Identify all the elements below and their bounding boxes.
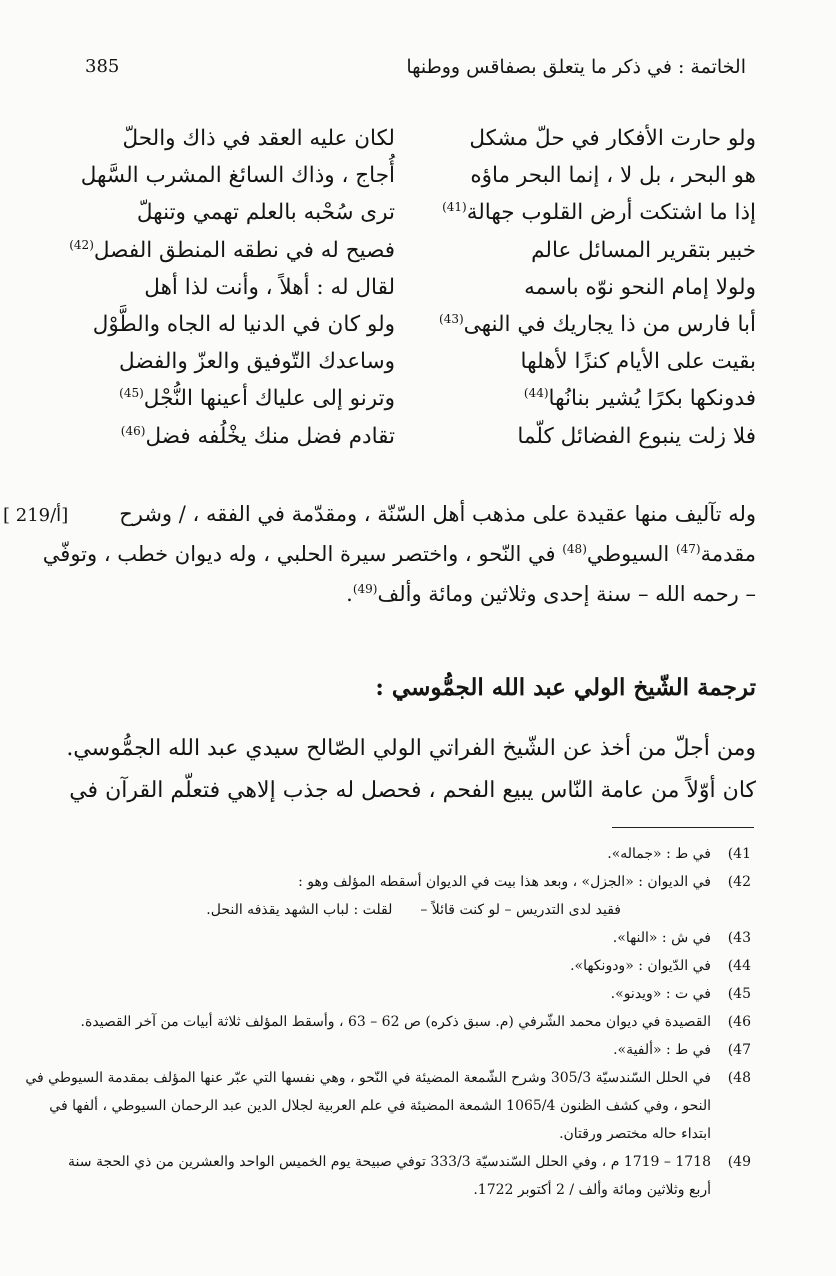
poem-verse xyxy=(85,343,395,380)
poem-left-column xyxy=(69,120,395,455)
poem-right-column xyxy=(439,120,756,455)
footnote xyxy=(91,868,751,924)
footnote xyxy=(25,1064,751,1148)
poem-verse xyxy=(80,157,395,194)
paragraph-line: كان أوّلاً من عامة النّاس يبيع الفحم ، فحصل له جذب إلاهي فتعلّم القرآن في xyxy=(69,778,756,803)
footnote xyxy=(91,980,751,1008)
poem-verse xyxy=(85,306,395,343)
poem-verse xyxy=(85,269,395,306)
verse-text: فلا زلت ينبوع الفضائل كلّما xyxy=(517,423,756,449)
section-paragraph xyxy=(66,728,756,812)
footnote-number: 44) xyxy=(727,958,751,974)
footnote-number: 47) xyxy=(727,1042,751,1058)
poem-verse xyxy=(439,306,756,343)
footnote xyxy=(68,1148,751,1204)
poem-verse xyxy=(446,343,756,380)
verse-text: وترنو إلى علياك أعينها النُّجْل xyxy=(143,386,395,412)
line-text: وله تآليف منها عقيدة على مذهب أهل السّنّة ، ومقدّمة في الفقه ، / وشرح xyxy=(119,502,756,526)
footnotes xyxy=(25,840,751,1204)
footnote-number: 41) xyxy=(727,846,751,862)
verse-text: ولو حارت الأفكار في حلّ مشكل xyxy=(469,126,756,151)
footnote-line: في الديوان : «الجزل» ، وبعد هذا بيت في الديوان أسقطه المؤلف وهو : xyxy=(298,874,711,890)
line-text: . xyxy=(346,582,353,606)
footnote-number: 48) xyxy=(727,1070,751,1086)
verse-text: ولو كان في الدنيا له الجاه والطَّوْل xyxy=(92,311,395,337)
paragraph-line xyxy=(96,574,756,614)
verse-text: فدونكها بكرًا يُشير بنانُها xyxy=(548,386,756,412)
line-text: مقدمة xyxy=(700,542,756,566)
poem-verse xyxy=(446,269,756,306)
footnote xyxy=(80,1008,751,1036)
poem-verse xyxy=(85,380,395,417)
body-paragraph xyxy=(42,494,756,614)
footnote-number: 43) xyxy=(727,930,751,946)
footnote-separator xyxy=(612,827,754,828)
line-text: السيوطي xyxy=(586,542,676,566)
footnote-line: في الحلل السّندسيّة 305/3 وشرح الشّمعة المضيئة في النّحو ، وهي نفسها التي عبّر عنها المؤلف بمقدمة السيوطي في xyxy=(25,1070,711,1086)
footnote-body xyxy=(91,980,711,1008)
verse-text: ترى سُحْبه بالعلم تهمي وتنهلّ xyxy=(136,200,395,226)
verse-text: إذا ما اشتكت أرض القلوب جهالة xyxy=(466,200,756,226)
verse-text: لقال له : أهلاً ، وأنت لذا أهل xyxy=(144,274,395,300)
footnote-line: في ط : «ألفية». xyxy=(613,1042,711,1058)
footnote-line: في ش : «النها». xyxy=(612,930,711,946)
poem-verse xyxy=(69,232,395,269)
footnote-marker: (48) xyxy=(562,542,587,556)
footnote-number: 42) xyxy=(727,874,751,890)
poem-verse xyxy=(446,232,756,269)
poem-verse xyxy=(446,380,756,417)
footnote-number: 49) xyxy=(727,1154,751,1170)
footnote-marker: (43) xyxy=(439,311,464,326)
footnote-number: 45) xyxy=(727,986,751,1002)
margin-folio-reference: [ 219/أ] xyxy=(3,505,69,526)
running-header-title: الخاتمة : في ذكر ما يتعلق بصفاقس ووطنها xyxy=(406,56,746,78)
footnote xyxy=(91,924,751,952)
verse-text: لكان عليه العقد في ذاك والحلّ xyxy=(122,126,395,151)
poem-verse xyxy=(446,418,756,455)
footnote-body xyxy=(68,1148,711,1204)
section-heading: ترجمة الشّيخ الولي عبد الله الجمُّوسي : xyxy=(375,674,756,701)
paragraph-line xyxy=(42,534,756,574)
verse-text: فصيح له في نطقه المنطق الفصل xyxy=(93,237,395,263)
footnote-line: النحو ، وفي كشف الظنون 1065/4 الشمعة المضيئة في علم العربية لجلال الدين عبد الرحمان السيوطي ، ألفها في xyxy=(49,1098,711,1114)
footnote-line: 1718 – 1719 م ، وفي الحلل السّندسيّة 333/3 توفي صبيحة يوم الخميس الواحد والعشرين من ذي الحجة سنة xyxy=(68,1154,711,1170)
footnote-body xyxy=(91,1036,711,1064)
verse-text: خبير بتقرير المسائل عالم xyxy=(531,237,756,263)
footnote-marker: (42) xyxy=(69,237,94,252)
footnote-marker: (49) xyxy=(352,582,378,596)
verse-text: وساعدك التّوفيق والعزّ والفضل xyxy=(119,349,395,375)
poem-verse xyxy=(85,418,395,455)
footnote-line: ابتداء حاله مختصر ورقتان. xyxy=(559,1126,711,1142)
footnote-line: القصيدة في ديوان محمد الشّرفي (م. سبق ذكره) ص 62 – 63 ، وأسقط المؤلف ثلاثة أبيات من آخر القصيدة. xyxy=(80,1014,711,1030)
verse-text: ولولا إمام النحو نوّه باسمه xyxy=(524,274,756,300)
footnote-line: في ط : «جماله». xyxy=(607,846,711,862)
poem-verse xyxy=(85,120,395,157)
footnote-body xyxy=(91,840,711,868)
footnote-line: في الدّيوان : «ودونكها». xyxy=(570,958,711,974)
line-text: في النّحو ، واختصر سيرة الحلبي ، وله ديوان خطب ، وتوفّي xyxy=(42,542,563,566)
footnote-body xyxy=(91,868,711,924)
footnote-number: 46) xyxy=(727,1014,751,1030)
verse-text: تقادم فضل منك يخْلُفه فضل xyxy=(145,423,395,449)
hemistich: فقيد لدى التدريس – لو كنت قائلاً – xyxy=(420,902,621,918)
poem-verse xyxy=(446,120,756,157)
footnote-marker: (46) xyxy=(120,423,146,438)
footnote-marker: (47) xyxy=(675,542,701,556)
footnote-verse xyxy=(91,896,711,924)
footnote-body xyxy=(91,952,711,980)
line-text: – رحمه الله – سنة إحدى وثلاثين ومائة وألف xyxy=(377,582,756,606)
page-number: 385 xyxy=(85,56,120,77)
verse-text: هو البحر ، بل لا ، إنما البحر ماؤه xyxy=(470,163,756,189)
verse-text: أُجاج ، وذاك السائغ المشرب السَّهل xyxy=(80,163,395,189)
footnote xyxy=(91,840,751,868)
footnote-marker: (44) xyxy=(523,386,549,401)
poem-verse xyxy=(446,157,756,194)
footnote xyxy=(91,952,751,980)
poem-verse xyxy=(442,194,756,231)
verse-text: أبا فارس من ذا يجاريك في النهى xyxy=(463,311,756,337)
footnote-line: في ت : «ويدنو». xyxy=(610,986,711,1002)
paragraph-line xyxy=(96,494,756,534)
footnote-body xyxy=(81,1008,711,1036)
paragraph-line: ومن أجلّ من أخذ عن الشّيخ الفراتي الولي الصّالح سيدي عبد الله الجمُّوسي. xyxy=(66,736,756,761)
footnote-line: أربع وثلاثين ومائة وألف / 2 أكتوبر 1722. xyxy=(473,1182,711,1198)
footnote-body xyxy=(25,1064,711,1148)
verse-text: بقيت على الأيام كنزًا لأهلها xyxy=(520,349,756,375)
poem-verse xyxy=(85,194,395,231)
footnote-marker: (45) xyxy=(119,386,144,401)
footnote xyxy=(91,1036,751,1064)
hemistich: لقلت : لباب الشهد يقذفه النحل. xyxy=(206,902,393,918)
footnote-marker: (41) xyxy=(442,200,467,215)
footnote-body xyxy=(91,924,711,952)
